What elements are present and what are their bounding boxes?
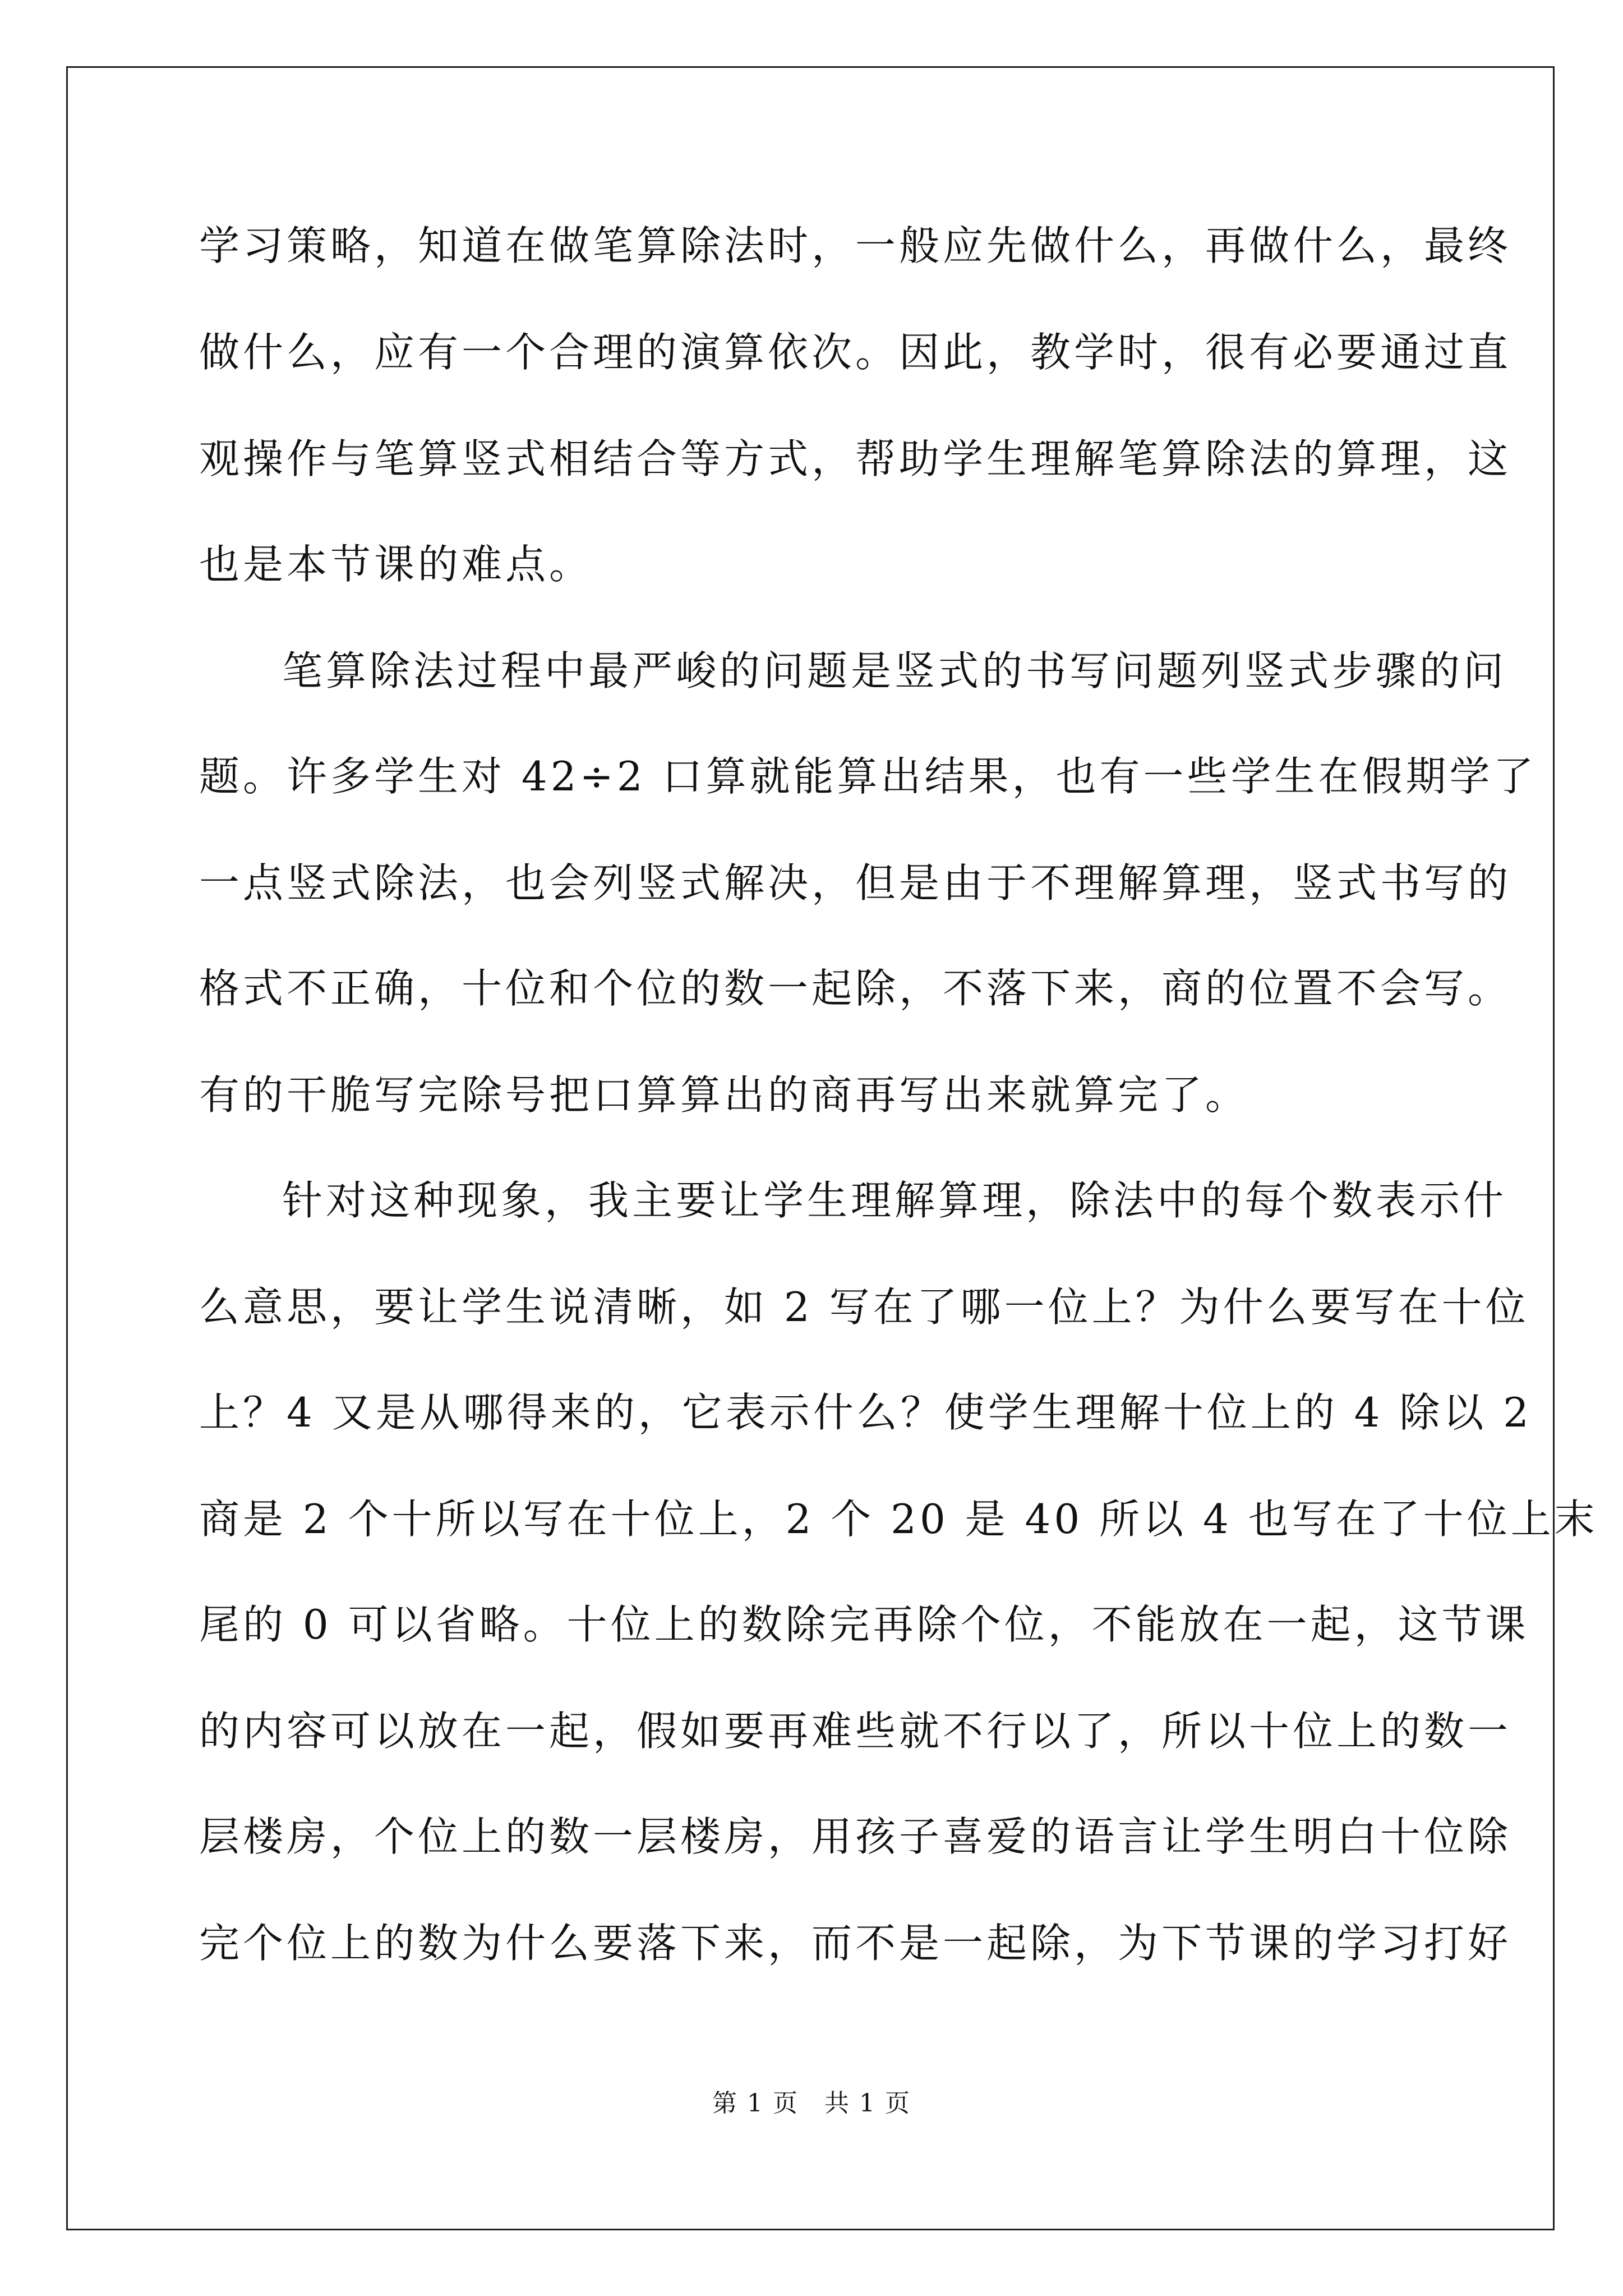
paragraph-3-line-3: 上？4 又是从哪得来的，它表示什么？使学生理解十位上的 4 除以 2 [199,1389,1532,1436]
paragraph-3-line-6: 的内容可以放在一起，假如要再难些就不行以了，所以十位上的数一 [199,1708,1512,1755]
page-number-footer: 第 1 页 共 1 页 [712,2089,911,2118]
paragraph-3-line-1: 针对这种现象，我主要让学生理解算理，除法中的每个数表示什 [282,1177,1507,1224]
paragraph-1-line-3: 观操作与笔算竖式相结合等方式，帮助学生理解笔算除法的算理，这 [199,435,1512,482]
paragraph-3-line-7: 层楼房，个位上的数一层楼房，用孩子喜爱的语言让学生明白十位除 [199,1813,1512,1860]
paragraph-3-line-8: 完个位上的数为什么要落下来，而不是一起除，为下节课的学习打好 [199,1920,1512,1967]
paragraph-3-line-4: 商是 2 个十所以写在十位上，2 个 20 是 40 所以 4 也写在了十位上末 [199,1496,1598,1543]
paragraph-1-line-4: 也是本节课的难点。 [199,541,593,588]
paragraph-2-line-2: 题。许多学生对 42÷2 口算就能算出结果，也有一些学生在假期学了 [199,753,1537,800]
paragraph-3-line-5: 尾的 0 可以省略。十位上的数除完再除个位，不能放在一起，这节课 [199,1601,1529,1648]
paragraph-2-line-3: 一点竖式除法，也会列竖式解决，但是由于不理解算理，竖式书写的 [199,859,1512,907]
paragraph-1-line-1: 学习策略，知道在做笔算除法时，一般应先做什么，再做什么，最终 [199,222,1512,269]
paragraph-3-line-2: 么意思，要让学生说清晰，如 2 写在了哪一位上？为什么要写在十位 [199,1283,1529,1331]
paragraph-2-line-4: 格式不正确，十位和个位的数一起除，不落下来，商的位置不会写。 [199,965,1512,1012]
paragraph-2-line-5: 有的干脆写完除号把口算算出的商再写出来就算完了。 [199,1071,1249,1119]
paragraph-1-line-2: 做什么，应有一个合理的演算依次。因此，教学时，很有必要通过直 [199,329,1512,376]
page-border [66,66,1555,2230]
paragraph-2-line-1: 笔算除法过程中最严峻的问题是竖式的书写问题列竖式步骤的问 [282,647,1507,694]
